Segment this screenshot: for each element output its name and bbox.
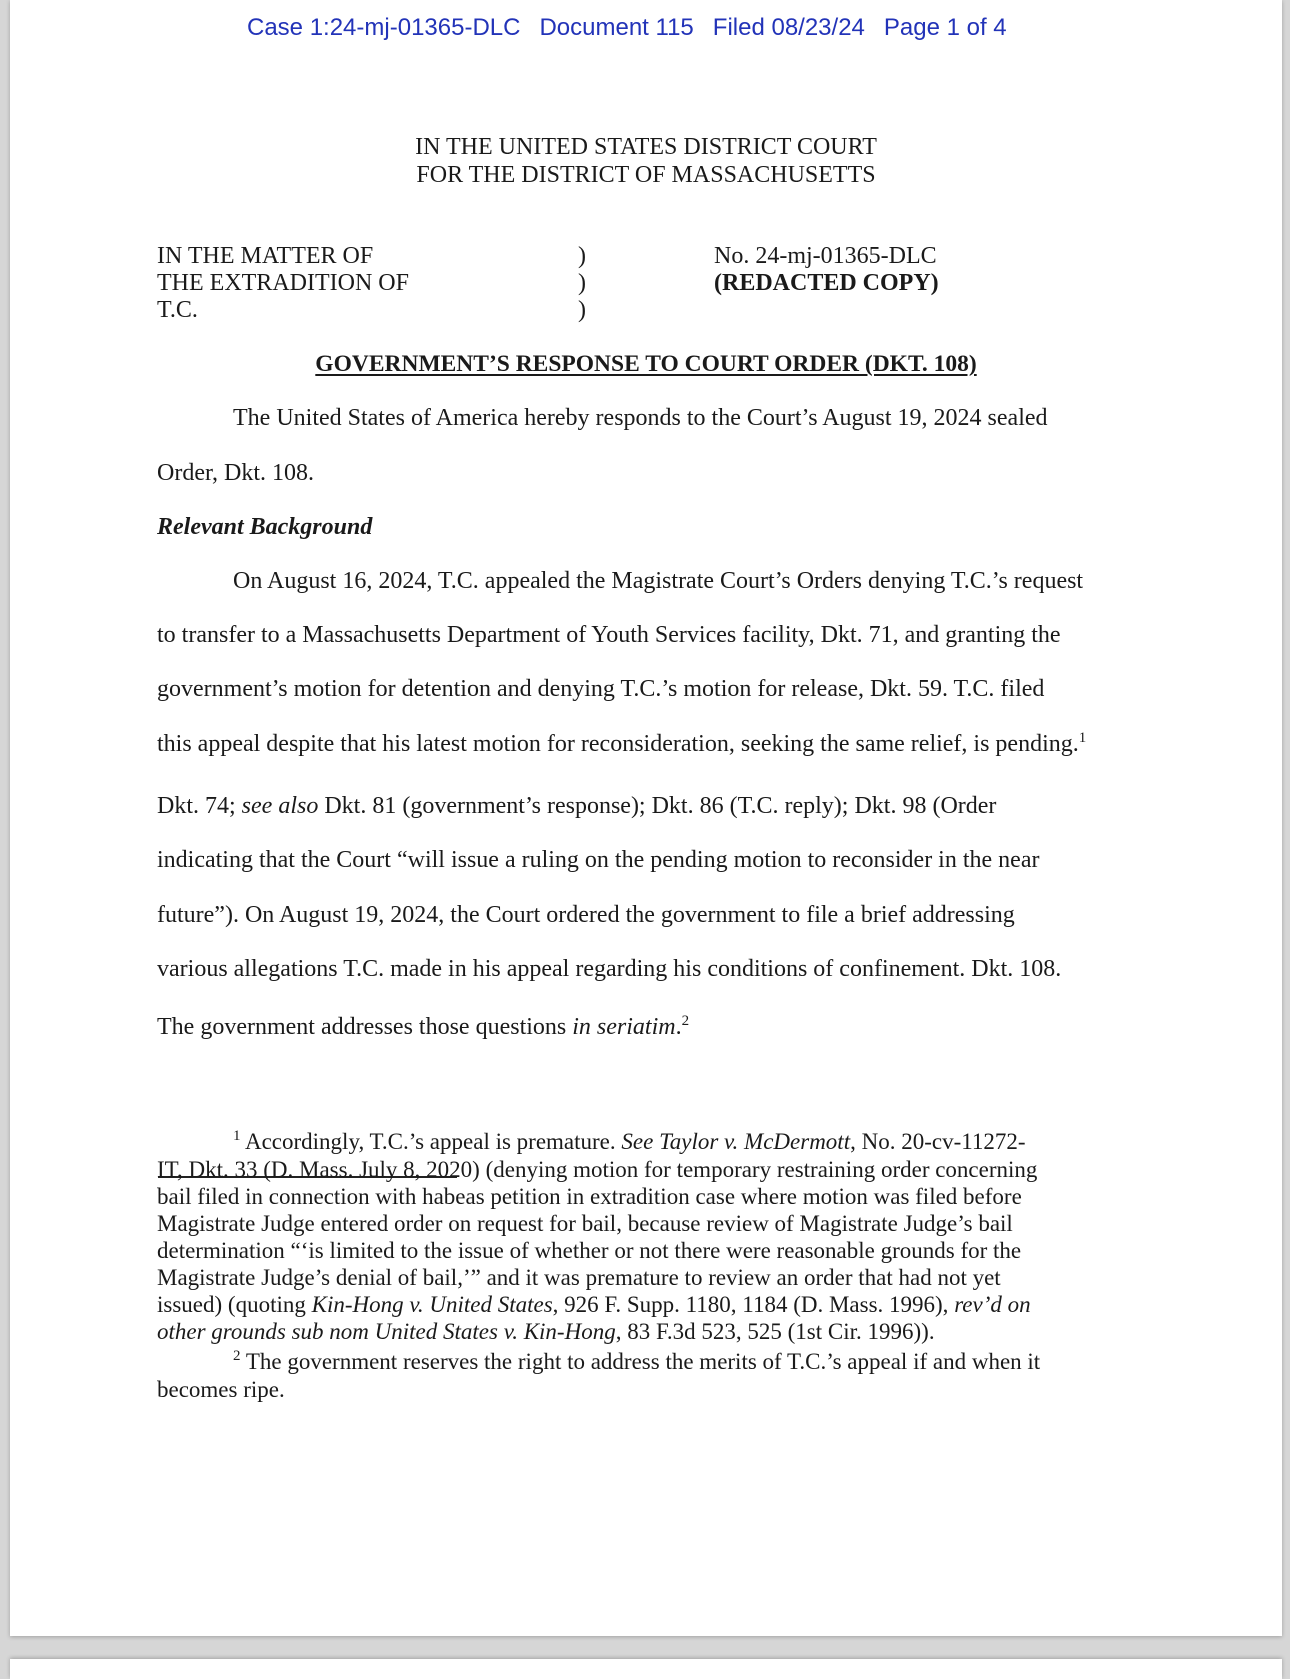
caption-paren: ) [578,243,586,269]
paragraph-line: future”). On August 19, 2024, the Court ordered the government to file a brief addressing [157,902,1015,928]
line-text: issued) (quoting [157,1292,312,1317]
footnote-marker: 1 [233,1128,241,1144]
court-name-line1: IN THE UNITED STATES DISTRICT COURT [415,134,877,160]
docket-number: No. 24-mj-01365-DLC [714,243,937,269]
line-text: . [675,1014,682,1040]
ecf-header-stamp [247,14,1007,42]
footnote-line: becomes ripe. [157,1377,285,1402]
next-page-edge [10,1659,1282,1679]
paragraph-line: various allegations T.C. made in his appeal regarding his conditions of confinement. Dkt. 108. [157,956,1062,982]
caption-line: THE EXTRADITION OF [157,270,409,296]
footnote-ref-1[interactable]: 1 [1078,730,1087,746]
case-citation-italic: Kin-Hong v. United States [311,1292,553,1317]
phrase-italic: in seriatim [572,1014,676,1040]
footnote-ref-2[interactable]: 2 [681,1013,690,1029]
footnote-line [233,1129,1026,1155]
case-citation-italic: other grounds sub nom United States v. Kin-Hong [157,1319,616,1344]
filed-date-stamp: Filed 08/23/24 [712,14,865,41]
footnote-line [233,1349,1040,1375]
redacted-copy-label: (REDACTED COPY) [714,270,939,296]
page-count-stamp: Page 1 of 4 [883,14,1007,41]
paragraph-line: to transfer to a Massachusetts Department of Youth Services facility, Dkt. 71, and granting the [157,622,1061,648]
document-title: GOVERNMENT’S RESPONSE TO COURT ORDER (DKT. 108) [315,351,977,377]
intro-line: Order, Dkt. 108. [157,460,315,486]
paragraph-line: government’s motion for detention and denying T.C.’s motion for release, Dkt. 59. T.C. filed [157,676,1045,702]
footnote-line [157,1319,935,1345]
document-page [10,0,1282,1636]
caption-paren: ) [578,270,586,296]
court-name-line2: FOR THE DISTRICT OF MASSACHUSETTS [416,162,876,188]
footnote-line [157,1292,1031,1318]
line-text: Accordingly, T.C.’s appeal is premature. [240,1129,622,1154]
footnote-line: Magistrate Judge entered order on request for bail, because review of Magistrate Judge’s bail [157,1211,1013,1236]
footnote-line: bail filed in connection with habeas petition in extradition case where motion was filed before [157,1184,1022,1209]
case-citation-italic: See Taylor v. McDermott [621,1129,851,1154]
line-text: , No. 20-cv-11272- [850,1129,1026,1154]
caption-line: T.C. [157,297,198,323]
line-text: The government reserves the right to address the merits of T.C.’s appeal if and when it [240,1349,1041,1374]
document-number-stamp: Document 115 [539,14,694,41]
line-text: , 83 F.3d 523, 525 (1st Cir. 1996)). [615,1319,935,1344]
paragraph-line [157,731,1086,758]
line-text: this appeal despite that his latest motion for reconsideration, seeking the same relief, is pending. [157,731,1079,757]
intro-line: The United States of America hereby responds to the Court’s August 19, 2024 sealed [233,405,1048,431]
section-heading: Relevant Background [157,514,373,540]
case-number-stamp: Case 1:24-mj-01365-DLC [247,14,521,41]
line-text: Dkt. 74; [157,793,242,819]
footnote-line: determination “‘is limited to the issue of whether or not there were reasonable grounds for the [157,1238,1022,1263]
history-italic: rev’d on [954,1292,1031,1317]
footnote-marker: 2 [233,1348,241,1364]
caption-line: IN THE MATTER OF [157,243,374,269]
footnote-line: IT, Dkt. 33 (D. Mass. July 8, 2020) (denying motion for temporary restraining order concerning [157,1157,1038,1182]
paragraph-line [157,793,996,820]
line-text: Dkt. 81 (government’s response); Dkt. 86 (T.C. reply); Dkt. 98 (Order [318,793,997,819]
footnote-line: Magistrate Judge’s denial of bail,’” and it was premature to review an order that had not yet [157,1265,1001,1290]
line-text: The government addresses those questions [157,1014,573,1040]
paragraph-line [157,1014,689,1041]
signal-italic: see also [241,793,319,819]
line-text: , 926 F. Supp. 1180, 1184 (D. Mass. 1996), [552,1292,955,1317]
paragraph-line: indicating that the Court “will issue a ruling on the pending motion to reconsider in the near [157,847,1040,873]
caption-paren: ) [578,297,586,323]
paragraph-line: On August 16, 2024, T.C. appealed the Magistrate Court’s Orders denying T.C.’s request [233,568,1084,594]
